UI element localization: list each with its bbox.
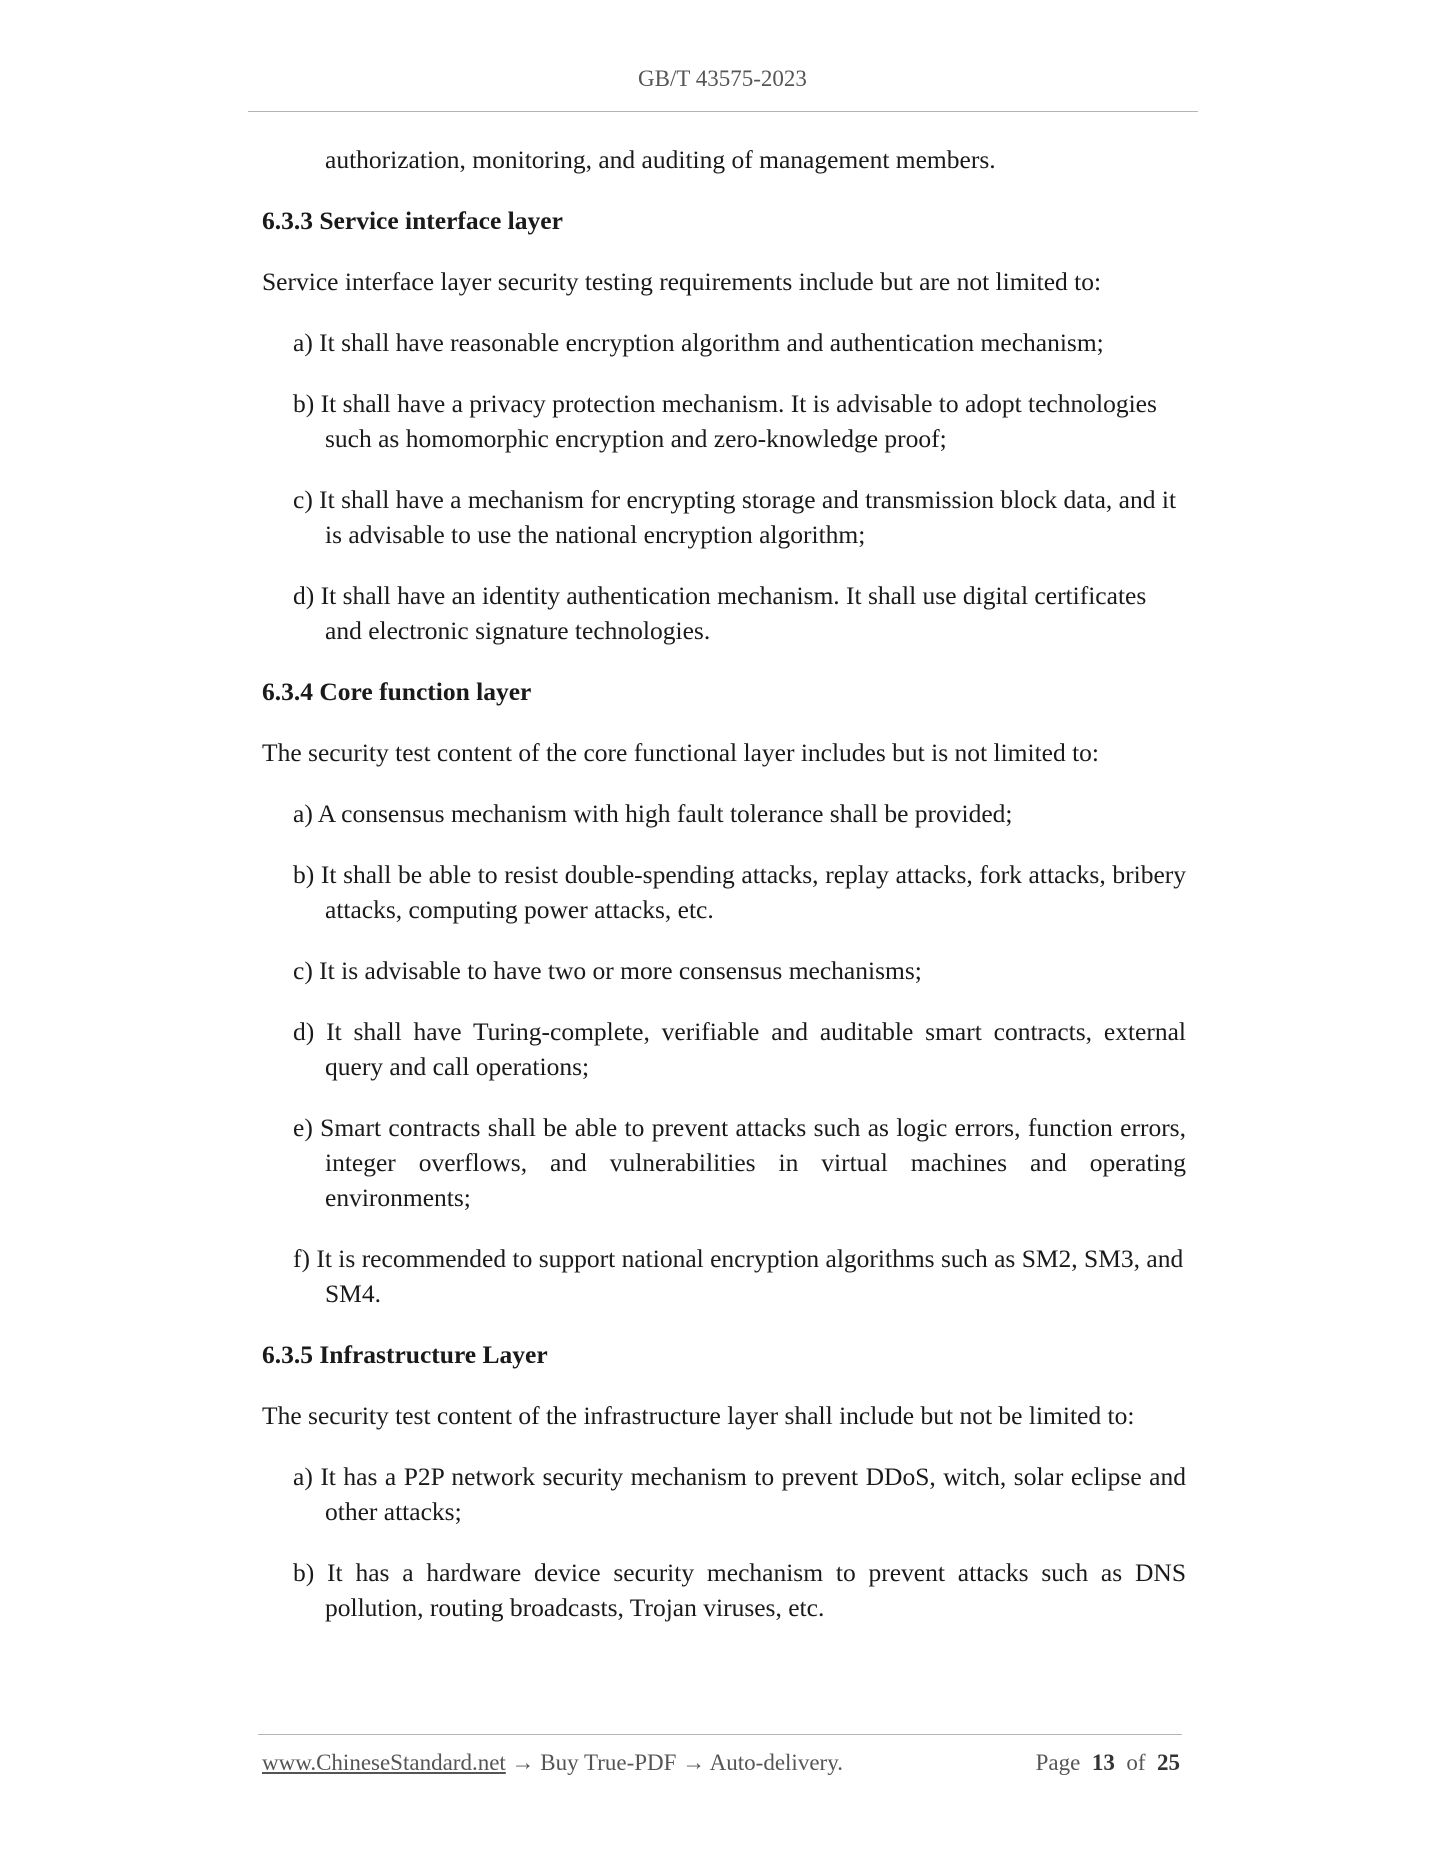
page-label: Page: [1035, 1750, 1081, 1775]
document-body: [262, 142, 1186, 1625]
list-item: c) It is advisable to have two or more consensus mechanisms;: [293, 956, 922, 985]
page-of: of: [1126, 1750, 1146, 1775]
buy-pdf-text: Buy True-PDF: [540, 1750, 677, 1775]
list-item: b) It shall be able to resist double-spending attacks, replay attacks, fork attacks, bribery attacks, computing power attacks, etc.: [293, 860, 1186, 924]
arrow-right-icon: →: [682, 1750, 706, 1775]
section-intro: The security test content of the infrastructure layer shall include but not be limited to:: [262, 1401, 1135, 1430]
header-divider: [248, 111, 1198, 112]
list-item: d) It shall have an identity authentication mechanism. It shall use digital certificates and electronic signature technologies.: [293, 581, 1147, 645]
page-total: 25: [1157, 1750, 1180, 1775]
website-link[interactable]: www.ChineseStandard.net: [262, 1750, 506, 1775]
auto-delivery-text: Auto-delivery.: [709, 1750, 843, 1775]
list-item: d) It shall have Turing-complete, verifiable and auditable smart contracts, external query and call operations;: [293, 1017, 1186, 1081]
list-item: a) It has a P2P network security mechanism to prevent DDoS, witch, solar eclipse and other attacks;: [293, 1462, 1186, 1526]
list-item: a) It shall have reasonable encryption algorithm and authentication mechanism;: [293, 328, 1104, 357]
list-item: c) It shall have a mechanism for encrypting storage and transmission block data, and it is advisable to use the national encryption algorithm;: [293, 485, 1177, 549]
arrow-right-icon: →: [511, 1750, 535, 1775]
list-item: b) It shall have a privacy protection mechanism. It is advisable to adopt technologies such as homomorphic encryption and zero-knowledge proof;: [293, 389, 1157, 453]
list-item: e) Smart contracts shall be able to prevent attacks such as logic errors, function errors, integer overflows, and vulnerabilities in virtual machines and operating environments;: [293, 1113, 1186, 1212]
section-heading-6-3-3: 6.3.3 Service interface layer: [262, 206, 563, 235]
page-header-title: GB/T 43575-2023: [638, 66, 807, 91]
continuation-text: authorization, monitoring, and auditing of management members.: [325, 145, 996, 174]
list-item: f) It is recommended to support national encryption algorithms such as SM2, SM3, and SM4.: [293, 1244, 1184, 1308]
list-item: b) It has a hardware device security mechanism to prevent attacks such as DNS pollution, routing broadcasts, Trojan viruses, etc.: [293, 1558, 1186, 1622]
section-intro: Service interface layer security testing requirements include but are not limited to:: [262, 267, 1102, 296]
section-intro: The security test content of the core functional layer includes but is not limited to:: [262, 738, 1100, 767]
list-item: a) A consensus mechanism with high fault tolerance shall be provided;: [293, 799, 1013, 828]
page-footer: [262, 1750, 1180, 1776]
section-heading-6-3-5: 6.3.5 Infrastructure Layer: [262, 1340, 548, 1369]
section-heading-6-3-4: 6.3.4 Core function layer: [262, 677, 532, 706]
page-number: [1036, 1750, 1180, 1776]
page-current: 13: [1091, 1750, 1115, 1775]
footer-divider: [258, 1734, 1182, 1735]
